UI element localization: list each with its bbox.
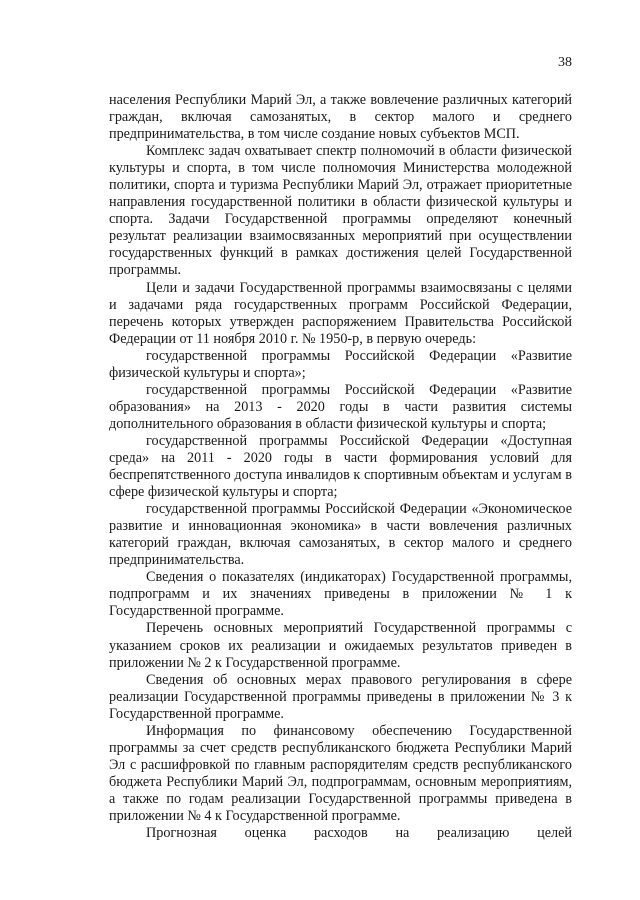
document-body <box>109 92 572 842</box>
paragraph: Перечень основных мероприятий Государственной программы с указанием сроков их реализации и ожидаемых результатов приведен в приложении № 2 к Государственной программе. <box>109 620 572 671</box>
paragraph: Цели и задачи Государственной программы взаимосвязаны с целями и задачами ряда государственных программ Российской Федерации, перечень которых утвержден распоряжением Правительства Российской Федерации от 11 ноября 2010 г. № 1950-р, в первую очередь: <box>109 279 572 347</box>
list-item: государственной программы Российской Федерации «Экономическое развитие и инновационная экономика» в части вовлечения различных категорий граждан, включая самозанятых, в сектор малого и среднего предпринимательства. <box>109 501 572 569</box>
paragraph: Сведения об основных мерах правового регулирования в сфере реализации Государственной программы приведены в приложении № 3 к Государственной программе. <box>109 671 572 722</box>
list-item: государственной программы Российской Федерации «Развитие физической культуры и спорта»; <box>109 347 572 381</box>
paragraph: Сведения о показателях (индикаторах) Государственной программы, подпрограмм и их значениях приведены в приложении № 1 к Государственной программе. <box>109 569 572 620</box>
page-number: 38 <box>558 55 572 70</box>
paragraph: Информация по финансовому обеспечению Государственной программы за счет средств республиканского бюджета Республики Марий Эл с расшифровкой по главным распорядителям средств республиканского бюджета Республики Марий Эл, подпрограммам, основным мероприятиям, а также по годам реализации Государственной программы приведена в приложении № 4 к Государственной программе. <box>109 722 572 824</box>
paragraph: Прогнозная оценка расходов на реализацию целей <box>146 825 572 842</box>
list-item: государственной программы Российской Федерации «Доступная среда» на 2011 - 2020 годы в части формирования условий для беспрепятственного доступа инвалидов к спортивным объектам и услугам в сфере физической культуры и спорта; <box>109 432 572 501</box>
list-item: государственной программы Российской Федерации «Развитие образования» на 2013 - 2020 годы в части развития системы дополнительного образования в области физической культуры и спорта; <box>109 381 572 432</box>
paragraph: Комплекс задач охватывает спектр полномочий в области физической культуры и спорта, в том числе полномочия Министерства молодежной политики, спорта и туризма Республики Марий Эл, отражает приоритетные направления государственной политики в области физической культуры и спорта. Задачи Государственной программы определяют конечный результат реализации взаимосвязанных мероприятий при осуществлении государственных функций в рамках достижения целей Государственной программы. <box>109 143 572 279</box>
paragraph: населения Республики Марий Эл, а также вовлечение различных категорий граждан, включая самозанятых, в сектор малого и среднего предпринимательства, в том числе создание новых субъектов МСП. <box>109 92 572 143</box>
